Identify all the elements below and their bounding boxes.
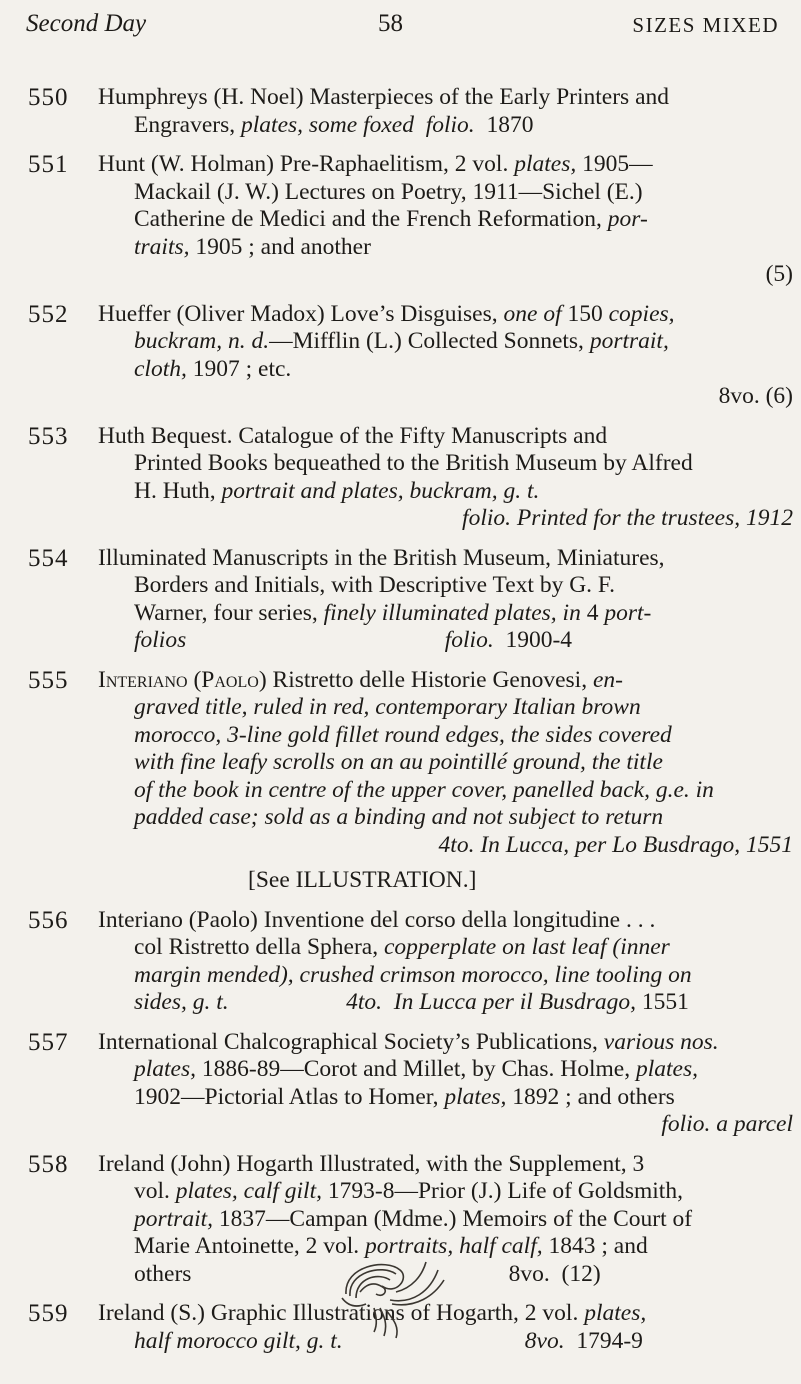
entry-line bbox=[98, 450, 793, 478]
entry-text: of the book in centre of the upper cover, panelled back, g.e. in bbox=[134, 776, 714, 803]
lot-number: 558 bbox=[28, 1150, 69, 1178]
entry-line bbox=[98, 1029, 793, 1057]
entry-line bbox=[98, 1206, 793, 1234]
format-and-date: 8vo. (6) bbox=[718, 383, 793, 409]
entry-text: Paolo bbox=[201, 666, 259, 693]
entry-text: traits, bbox=[134, 233, 190, 260]
entry-text: Printed Books bequeathed to the British Museum by Alfred bbox=[134, 450, 693, 476]
entry-text: Marie Antoinette, 2 vol. bbox=[134, 1233, 366, 1259]
catalogue-entry bbox=[28, 907, 793, 1017]
entry-text: Catherine de Medici and the French Reformation, bbox=[134, 206, 608, 232]
catalogue-entry bbox=[28, 1029, 793, 1139]
catalogue-entry bbox=[28, 301, 793, 411]
format-and-date: (5) bbox=[765, 261, 793, 287]
entry-text: 1900-4 bbox=[493, 627, 573, 653]
entry-line bbox=[98, 777, 793, 805]
entry-text: 1843 ; and bbox=[542, 1233, 648, 1259]
entry-text: Humphreys (H. Noel) Masterpieces of the Early Printers and bbox=[98, 84, 670, 110]
entry-text: 1793-8—Prior (J.) Life of Goldsmith, bbox=[322, 1178, 683, 1204]
entry-line bbox=[98, 989, 793, 1017]
entry-text bbox=[229, 989, 347, 1015]
entry-text: buckram, n. d. bbox=[134, 328, 270, 354]
entry-text: Interiano (Paolo) Inventione del corso della longitudine . . . bbox=[98, 906, 656, 933]
entry-text: graved title, ruled in red, contemporary Italian brown bbox=[134, 694, 641, 720]
entry-text: Hueffer (Oliver Madox) Love’s Disguises, bbox=[98, 300, 504, 327]
running-header bbox=[26, 10, 779, 50]
entry-text: folio. bbox=[425, 111, 475, 138]
entry-text: ( bbox=[187, 666, 202, 693]
entry-line bbox=[98, 545, 793, 573]
entry-text: copperplate on last leaf (inner bbox=[383, 934, 670, 960]
entry-line bbox=[98, 627, 793, 655]
entry-text: 1892 ; and others bbox=[506, 1083, 675, 1110]
catalogue-entries bbox=[28, 84, 793, 1367]
entry-line bbox=[98, 179, 793, 207]
entry-text: 1794-9 bbox=[564, 1327, 643, 1354]
catalogue-entry bbox=[28, 423, 793, 533]
entry-line bbox=[98, 804, 793, 832]
entry-text: plates, bbox=[444, 1083, 507, 1110]
entry-text: por- bbox=[607, 206, 648, 232]
entry-text: Hunt (W. Holman) Pre-Raphaelitism, 2 vol. bbox=[98, 151, 515, 177]
entry-text: plates, calf gilt, bbox=[175, 1178, 322, 1204]
entry-text: Mackail (J. W.) Lectures on Poetry, 1911—Sichel (E.) bbox=[134, 178, 643, 205]
entry-text: folios bbox=[134, 627, 187, 653]
lot-number: 555 bbox=[28, 666, 69, 694]
format-and-date: folio. a parcel bbox=[661, 1111, 793, 1137]
entry-text: 8vo. bbox=[524, 1327, 565, 1354]
entry-line bbox=[98, 572, 793, 600]
entry-line bbox=[98, 667, 793, 695]
entry-line bbox=[98, 423, 793, 451]
entry-text: others 8vo. (12) bbox=[134, 1260, 601, 1287]
entry-text: portraits, half calf, bbox=[365, 1233, 543, 1259]
lot-number: 559 bbox=[28, 1300, 69, 1327]
entry-line bbox=[98, 1178, 793, 1206]
entry-text: morocco, 3-line gold fillet round edges, the sides covered bbox=[134, 721, 672, 748]
entry-line bbox=[98, 1056, 793, 1084]
entry-text: Illuminated Manuscripts in the British Museum, Miniatures, bbox=[98, 544, 665, 571]
catalogue-entry bbox=[28, 545, 793, 655]
header-day: Second Day bbox=[26, 10, 147, 37]
entry-text: 4 bbox=[580, 599, 605, 626]
entry-line bbox=[98, 600, 793, 628]
entry-line bbox=[98, 1151, 793, 1179]
entry-text: half morocco gilt, g. t. bbox=[134, 1327, 343, 1354]
entry-text: en- bbox=[592, 666, 623, 693]
entry-text: H. Huth, bbox=[134, 477, 222, 504]
entry-line bbox=[98, 1084, 793, 1112]
entry-text: 1837—Campan (Mdme.) Memoirs of the Court of bbox=[213, 1205, 693, 1232]
entry-line bbox=[98, 84, 793, 112]
entry-text: portrait, bbox=[589, 328, 669, 354]
entry-text: various nos. bbox=[603, 1028, 719, 1055]
entry-text: cloth, bbox=[134, 355, 187, 382]
entry-text: one of bbox=[503, 300, 562, 327]
entry-line bbox=[98, 907, 793, 935]
entry-text: sides, g. t. bbox=[134, 989, 229, 1015]
entry-text bbox=[186, 627, 445, 653]
entry-line bbox=[98, 151, 793, 179]
entry-line bbox=[98, 478, 793, 506]
entry-text: 1870 bbox=[474, 111, 534, 138]
entry-text: portrait and plates, buckram, g. t. bbox=[221, 477, 540, 504]
format-and-date: folio. Printed for the trustees, 1912 bbox=[462, 505, 793, 531]
entry-text: col Ristretto della Sphera, bbox=[134, 934, 384, 960]
entry-text: 1886-89—Corot and Millet, by Chas. Holme, bbox=[196, 1056, 636, 1082]
entry-line bbox=[98, 206, 793, 234]
lot-number: 552 bbox=[28, 300, 69, 328]
entry-text: Borders and Initials, with Descriptive Text by G. F. bbox=[134, 572, 615, 598]
entry-text: plates, some foxed bbox=[241, 111, 414, 138]
entry-line bbox=[98, 749, 793, 777]
entry-text: plates, bbox=[584, 1300, 647, 1326]
catalogue-entry bbox=[28, 667, 793, 895]
entry-text: ) Ristretto delle Historie Genovesi, bbox=[258, 666, 593, 693]
entry-text: port- bbox=[604, 599, 652, 626]
entry-text: 150 bbox=[561, 300, 609, 327]
header-section: SIZES MIXED bbox=[632, 13, 779, 37]
tailpiece-ornament-icon bbox=[326, 1252, 454, 1342]
entry-text: vol. bbox=[134, 1178, 176, 1204]
entry-text: finely illuminated plates, in bbox=[323, 599, 581, 626]
lot-number: 550 bbox=[28, 84, 69, 111]
entry-line bbox=[98, 301, 793, 329]
entry-text: 1905 ; and another bbox=[189, 233, 371, 260]
lot-number: 554 bbox=[28, 544, 69, 572]
page-number: 58 bbox=[378, 10, 403, 37]
entry-text: —Mifflin (L.) Collected Sonnets, bbox=[269, 328, 590, 354]
entry-text: 1551 bbox=[635, 989, 689, 1015]
entry-text: 1902—Pictorial Atlas to Homer, bbox=[134, 1083, 445, 1110]
entry-text: Warner, four series, bbox=[134, 599, 324, 626]
entry-line bbox=[98, 934, 793, 962]
lot-number: 551 bbox=[28, 151, 69, 178]
entry-text: plates, bbox=[635, 1056, 698, 1082]
lot-number: 553 bbox=[28, 422, 69, 450]
entry-text: 1905— bbox=[576, 151, 653, 177]
entry-text: margin mended), crushed crimson morocco, line tooling on bbox=[134, 961, 692, 988]
entry-text: folio. bbox=[444, 627, 494, 653]
entry-text: Interiano bbox=[98, 666, 188, 693]
lot-number: 557 bbox=[28, 1028, 69, 1056]
entry-line bbox=[98, 722, 793, 750]
entry-line bbox=[98, 356, 793, 384]
entry-text: 1907 ; etc. bbox=[186, 355, 292, 382]
entry-text: 4to. In Lucca per il Busdrago, bbox=[346, 989, 636, 1015]
entry-text: plates, bbox=[514, 151, 577, 177]
entry-line bbox=[98, 234, 793, 262]
format-and-date: 4to. In Lucca, per Lo Busdrago, 1551 bbox=[438, 831, 793, 858]
entry-line bbox=[98, 694, 793, 722]
entry-text: copies, bbox=[608, 300, 675, 327]
entry-text bbox=[414, 112, 426, 138]
entry-text: Ireland (S.) Graphic Illustrations of Hogarth, 2 vol. bbox=[98, 1300, 585, 1326]
entry-text: Engravers, bbox=[134, 111, 242, 138]
catalogue-entry bbox=[28, 151, 793, 289]
catalogue-entry bbox=[28, 84, 793, 139]
lot-number: 556 bbox=[28, 906, 69, 934]
entry-text: Ireland (John) Hogarth Illustrated, with the Supplement, 3 bbox=[98, 1150, 645, 1177]
entry-text: padded case; sold as a binding and not subject to return bbox=[134, 804, 664, 830]
entry-text: portrait, bbox=[134, 1205, 214, 1232]
entry-text: plates, bbox=[134, 1056, 197, 1082]
entry-line bbox=[98, 328, 793, 356]
entry-line bbox=[98, 962, 793, 990]
entry-text: International Chalcographical Society’s Publications, bbox=[98, 1028, 604, 1055]
entry-text: with fine leafy scrolls on an au pointillé ground, the title bbox=[134, 749, 663, 775]
entry-text: Huth Bequest. Catalogue of the Fifty Manuscripts and bbox=[98, 422, 608, 449]
entry-line bbox=[98, 112, 793, 140]
illustration-note: [See ILLUSTRATION.] bbox=[248, 867, 477, 893]
